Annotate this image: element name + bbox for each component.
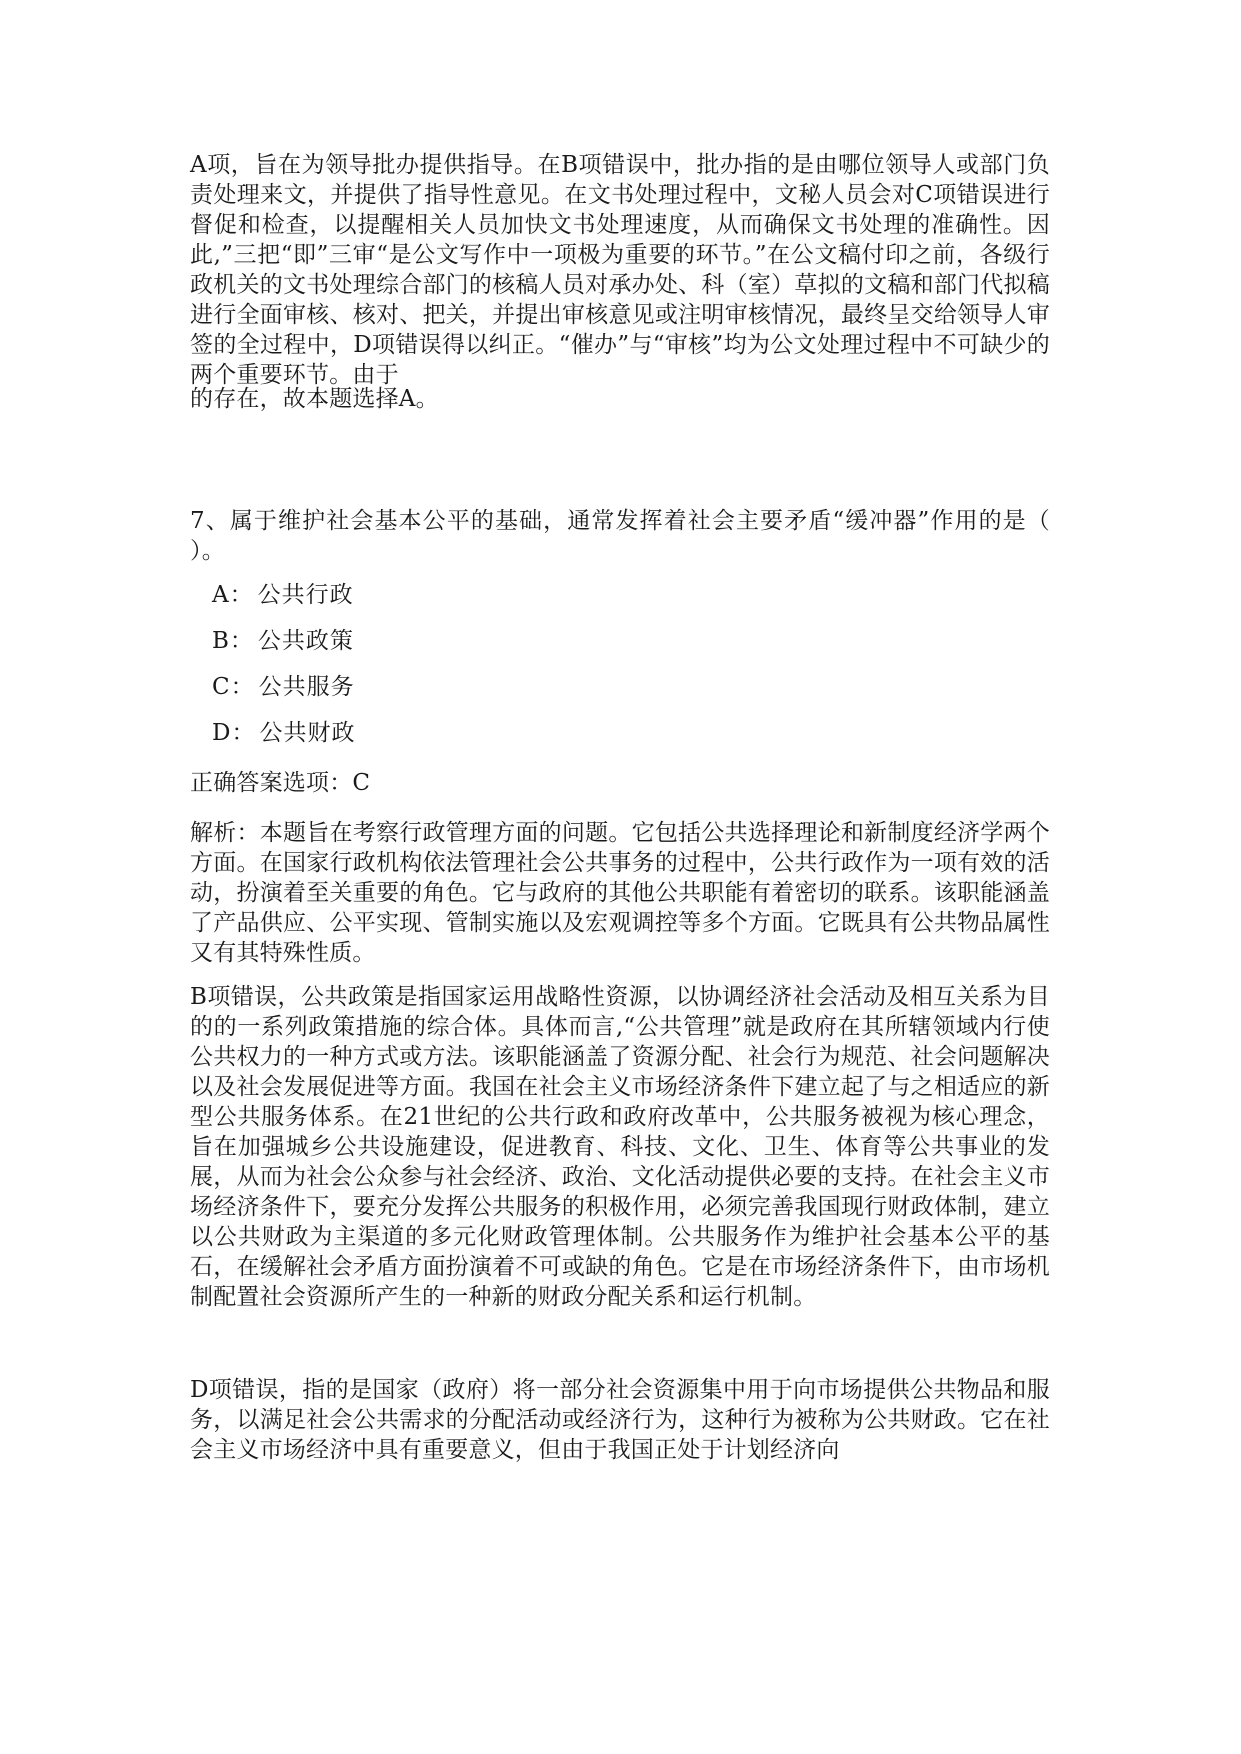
analysis-paragraph-2: B项错误，公共政策是指国家运用战略性资源，以协调经济社会活动及相互关系为目的的一系列政策措施的综合体。具体而言,“公共管理”就是政府在其所辖领域内行使公共权力的一种方式或方法。该职能涵盖了资源分配、社会行为规范、社会问题解决以及社会发展促进等方面。我国在社会主义市场经济条件下建立起了与之相适应的新型公共服务体系。在21世纪的公共行政和政府改革中，公共服务被视为核心理念，旨在加强城乡公共设施建设，促进教育、科技、文化、卫生、体育等公共事业的发展，从而为社会公众参与社会经济、政治、文化活动提供必要的支持。在社会主义市场经济条件下，要充分发挥公共服务的积极作用，必须完善我国现行财政体制，建立以公共财政为主渠道的多元化财政管理体制。公共服务作为维护社会基本公平的基石，在缓解社会矛盾方面扮演着不可或缺的角色。它是在市场经济条件下，由市场机制配置社会资源所产生的一种新的财政分配关系和运行机制。 bbox=[190, 984, 1050, 1310]
option-d bbox=[212, 718, 355, 748]
option-a bbox=[212, 580, 354, 610]
option-a-text: 公共行政 bbox=[257, 582, 354, 608]
option-b bbox=[212, 626, 354, 656]
explanation-conclusion: 的存在，故本题选择A。 bbox=[190, 386, 439, 412]
analysis-paragraph-3: D项错误，指的是国家（政府）将一部分社会资源集中用于向市场提供公共物品和服务，以满足社会公共需求的分配活动或经济行为，这种行为被称为公共财政。它在社会主义市场经济中具有重要意义，但由于我国正处于计划经济向 bbox=[190, 1377, 1050, 1463]
option-b-letter: B： bbox=[212, 628, 254, 654]
analysis-paragraph-1: 解析：本题旨在考察行政管理方面的问题。它包括公共选择理论和新制度经济学两个方面。在国家行政机构依法管理社会公共事务的过程中，公共行政作为一项有效的活动，扮演着至关重要的角色。它与政府的其他公共职能有着密切的联系。该职能涵盖了产品供应、公平实现、管制实施以及宏观调控等多个方面。它既具有公共物品属性又有其特殊性质。 bbox=[190, 820, 1050, 966]
option-d-text: 公共财政 bbox=[259, 720, 356, 746]
correct-answer: 正确答案选项：C bbox=[190, 770, 371, 796]
option-c bbox=[212, 672, 355, 702]
option-b-text: 公共政策 bbox=[257, 628, 354, 654]
option-c-text: 公共服务 bbox=[258, 674, 355, 700]
explanation-paragraph-continued: A项，旨在为领导批办提供指导。在B项错误中，批办指的是由哪位领导人或部门负责处理来文，并提供了指导性意见。在文书处理过程中，文秘人员会对C项错误进行督促和检查，以提醒相关人员加快文书处理速度，从而确保文书处理的准确性。因此,”三把“即”三审“是公文写作中一项极为重要的环节。”在公文稿付印之前，各级行政机关的文书处理综合部门的核稿人员对承办处、科（室）草拟的文稿和部门代拟稿进行全面审核、核对、把关，并提出审核意见或注明审核情况，最终呈交给领导人审签的全过程中，D项错误得以纠正。“催办”与“审核”均为公文处理过程中不可缺少的两个重要环节。由于 bbox=[190, 152, 1050, 388]
option-d-letter: D： bbox=[212, 720, 256, 746]
option-c-letter: C： bbox=[212, 674, 255, 700]
question-stem: 7、属于维护社会基本公平的基础，通常发挥着社会主要矛盾“缓冲器”作用的是（ ）。 bbox=[190, 508, 1050, 564]
option-a-letter: A： bbox=[212, 582, 254, 608]
